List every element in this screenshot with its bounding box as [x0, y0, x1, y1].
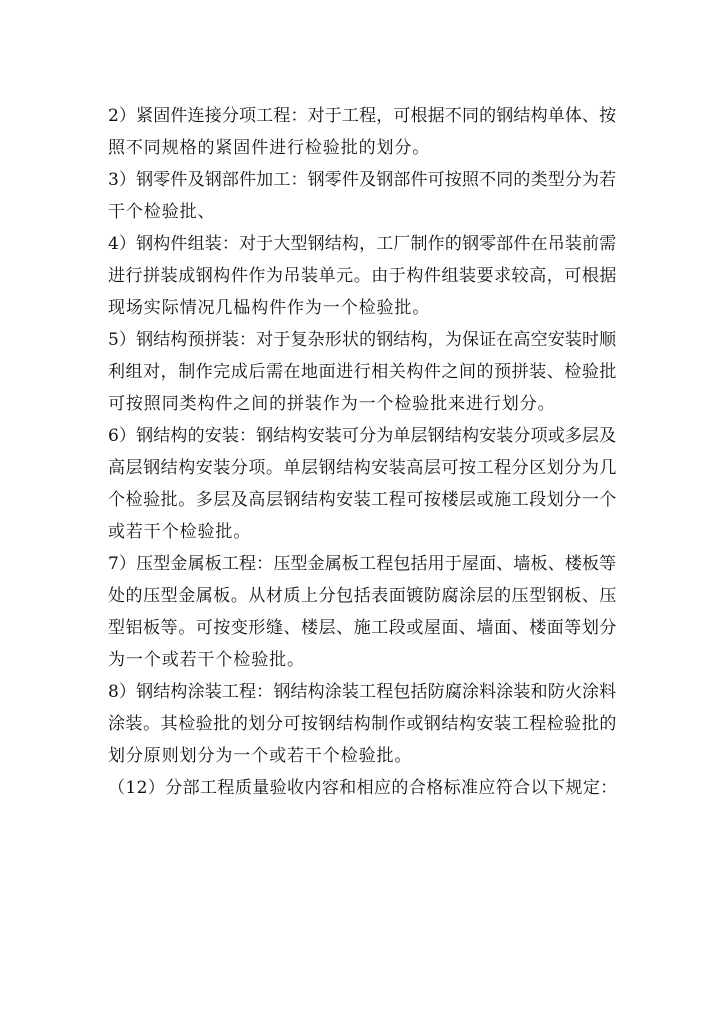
text-line: 照不同规格的紧固件进行检验批的划分。 [108, 138, 431, 158]
text-line: 高层钢结构安装分项。单层钢结构安装高层可按工程分区划分为几 [108, 458, 617, 478]
text-line-item-8-coating: 8）钢结构涂装工程：钢结构涂装工程包括防腐涂料涂装和防火涂料 [108, 682, 617, 702]
text-line: 现场实际情况几榀构件作为一个检验批。 [108, 298, 431, 318]
text-line: 型铝板等。可按变形缝、楼层、施工段或屋面、墙面、楼面等划分 [108, 618, 617, 638]
text-line: 处的压型金属板。从材质上分包括表面镀防腐涂层的压型钢板、压 [108, 586, 617, 606]
text-line-item-5-pre-assembly: 5）钢结构预拼装：对于复杂形状的钢结构，为保证在高空安装时顺 [108, 330, 617, 350]
text-line: 进行拼装成钢构件作为吊装单元。由于构件组装要求较高，可根据 [108, 266, 617, 286]
document-body [108, 100, 618, 804]
text-line-item-7-profiled-metal-sheet: 7）压型金属板工程：压型金属板工程包括用于屋面、墙板、楼板等 [108, 554, 617, 574]
section-heading-12: （12）分部工程质量验收内容和相应的合格标准应符合以下规定： [108, 778, 618, 798]
text-line-item-3-parts-processing: 3）钢零件及钢部件加工：钢零件及钢部件可按照不同的类型分为若 [108, 170, 617, 190]
text-line: 可按照同类构件之间的拼装作为一个检验批来进行划分。 [108, 394, 556, 414]
text-line-item-2-fasteners: 2）紧固件连接分项工程：对于工程，可根据不同的钢结构单体、按 [108, 106, 617, 126]
text-line: 干个检验批、 [108, 202, 216, 222]
text-line: 利组对，制作完成后需在地面进行相关构件之间的预拼装、检验批 [108, 362, 617, 382]
text-line: 或若干个检验批。 [108, 522, 252, 542]
text-line-item-6-installation: 6）钢结构的安装：钢结构安装可分为单层钢结构安装分项或多层及 [108, 426, 617, 446]
text-line: 为一个或若干个检验批。 [108, 650, 305, 670]
text-line-item-4-member-assembly: 4）钢构件组装：对于大型钢结构，工厂制作的钢零部件在吊装前需 [108, 234, 617, 254]
text-line: 划分原则划分为一个或若干个检验批。 [108, 746, 413, 766]
text-line: 个检验批。多层及高层钢结构安装工程可按楼层或施工段划分一个 [108, 490, 617, 510]
text-line: 涂装。其检验批的划分可按钢结构制作或钢结构安装工程检验批的 [108, 714, 617, 734]
